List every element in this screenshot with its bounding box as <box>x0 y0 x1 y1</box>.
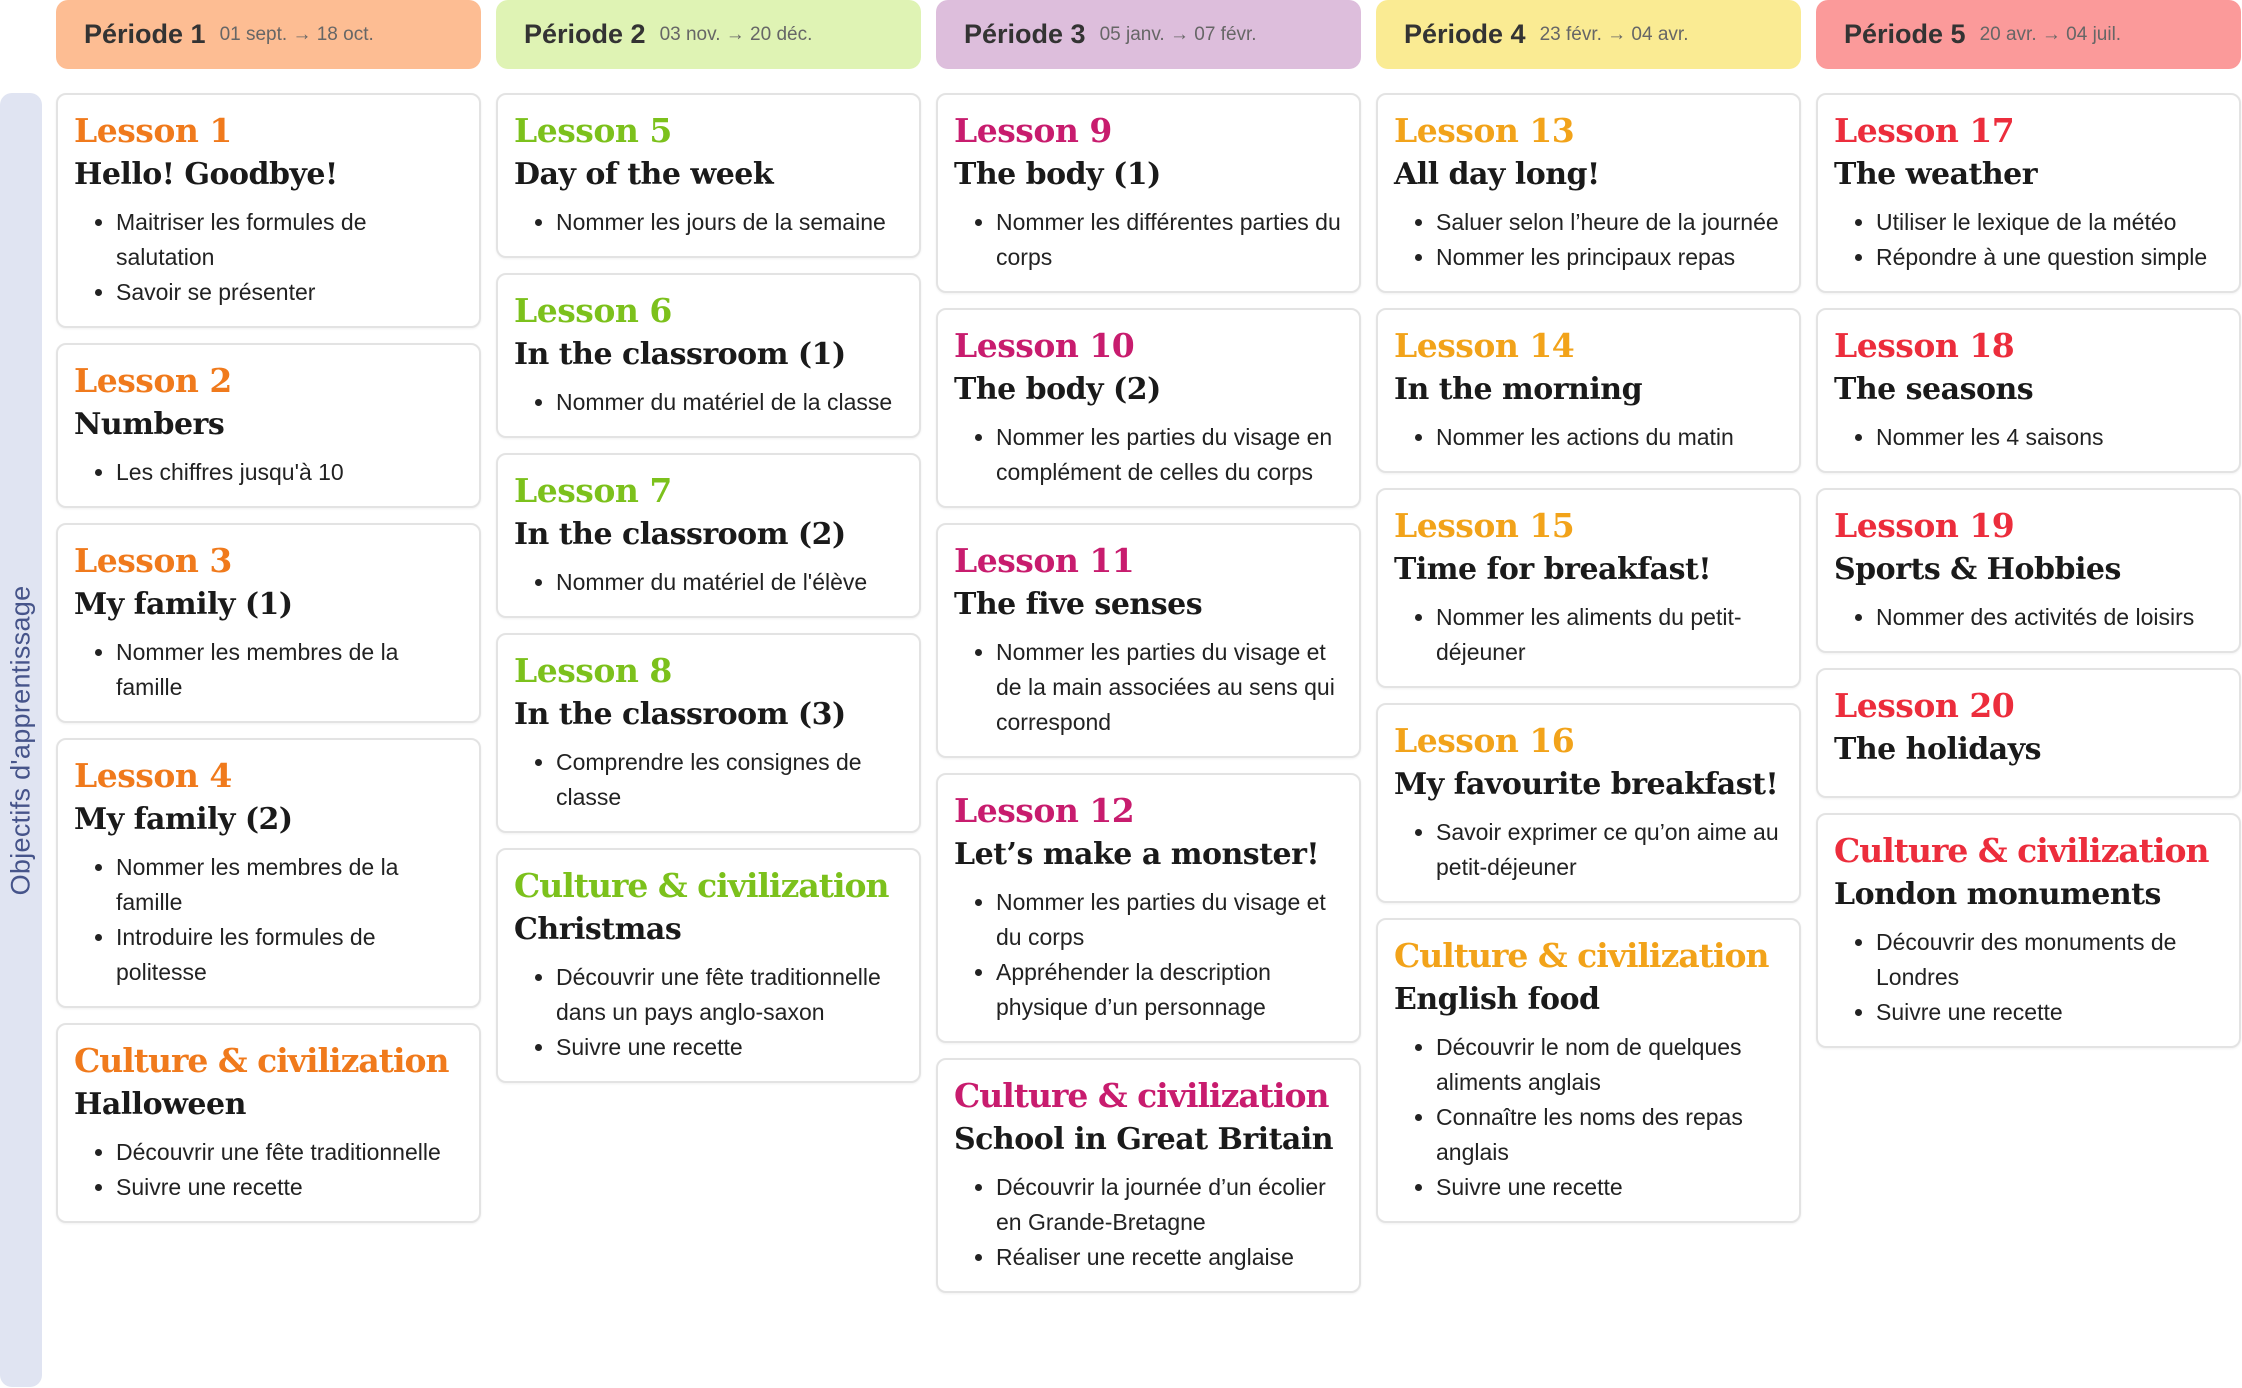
objectives-list <box>1394 205 1785 275</box>
objective-item: • Nommer les principaux repas <box>1436 240 1785 275</box>
lesson-title: Hello! Goodbye! <box>74 157 338 192</box>
lesson-number: Lesson 9 <box>954 111 1112 150</box>
lesson-number: Lesson 18 <box>1834 326 2015 365</box>
objectives-list <box>954 1170 1345 1275</box>
objective-item: • Découvrir la journée d’un écolier en Grande-Bretagne <box>996 1170 1345 1240</box>
objectives-list <box>74 850 465 990</box>
lesson-title: Sports & Hobbies <box>1834 552 2121 587</box>
objective-item: • Nommer du matériel de l'élève <box>556 565 905 600</box>
lesson-card <box>936 1058 1361 1293</box>
lesson-number: Lesson 14 <box>1394 326 1575 365</box>
lesson-title: The seasons <box>1834 372 2034 407</box>
objective-item: • Nommer les parties du visage et du corps <box>996 885 1345 955</box>
objective-item: • Les chiffres jusqu'à 10 <box>116 455 465 490</box>
period-column-5 <box>1816 0 2241 1063</box>
objectives-list <box>1834 420 2225 455</box>
objective-item: • Nommer des activités de loisirs <box>1876 600 2225 635</box>
lesson-title: My favourite breakfast! <box>1394 767 1779 802</box>
lesson-number: Lesson 6 <box>514 291 672 330</box>
lesson-title: In the classroom (1) <box>514 337 846 372</box>
period-title: Période 2 <box>524 19 646 49</box>
objective-item: • Maitriser les formules de salutation <box>116 205 465 275</box>
lesson-title: The holidays <box>1834 732 2042 767</box>
lesson-card <box>1816 93 2241 293</box>
period-dates: 20 avr. → 04 juil. <box>1979 23 2122 45</box>
lesson-card <box>1816 813 2241 1048</box>
objectives-list <box>1394 600 1785 670</box>
side-label: Objectifs d'apprentissage <box>5 585 36 895</box>
objectives-list <box>954 635 1345 740</box>
objective-item: • Savoir exprimer ce qu’on aime au petit-déjeuner <box>1436 815 1785 885</box>
lesson-card <box>496 273 921 438</box>
lesson-title: In the classroom (3) <box>514 697 846 732</box>
period-header-2 <box>496 0 921 69</box>
lesson-title: The weather <box>1834 157 2038 192</box>
period-dates: 01 sept. → 18 oct. <box>219 23 374 45</box>
objective-item: • Suivre une recette <box>1436 1170 1785 1205</box>
objective-item: • Utiliser le lexique de la météo <box>1876 205 2225 240</box>
objectives-list <box>514 745 905 815</box>
objective-item: • Répondre à une question simple <box>1876 240 2225 275</box>
lesson-number: Culture & civilization <box>1834 831 2209 870</box>
period-title: Période 3 <box>964 19 1086 49</box>
lesson-title: All day long! <box>1394 157 1600 192</box>
period-column-1 <box>56 0 481 1238</box>
objective-item: • Appréhender la description physique d’un personnage <box>996 955 1345 1025</box>
lesson-number: Lesson 10 <box>954 326 1135 365</box>
lesson-number: Lesson 11 <box>954 541 1135 580</box>
lesson-number: Lesson 17 <box>1834 111 2015 150</box>
objective-item: • Savoir se présenter <box>116 275 465 310</box>
lesson-card <box>1816 308 2241 473</box>
lesson-number: Lesson 19 <box>1834 506 2015 545</box>
lesson-title: English food <box>1394 982 1600 1017</box>
period-column-4 <box>1376 0 1801 1238</box>
objective-item: • Connaître les noms des repas anglais <box>1436 1100 1785 1170</box>
objectives-list <box>514 565 905 600</box>
lesson-number: Lesson 15 <box>1394 506 1575 545</box>
objective-item: • Suivre une recette <box>1876 995 2225 1030</box>
lesson-number: Culture & civilization <box>954 1076 1329 1115</box>
objective-item: • Découvrir une fête traditionnelle dans un pays anglo-saxon <box>556 960 905 1030</box>
objective-item: • Nommer les parties du visage en complément de celles du corps <box>996 420 1345 490</box>
lesson-card <box>56 738 481 1008</box>
objectives-list <box>954 205 1345 275</box>
lesson-card <box>56 1023 481 1223</box>
period-title: Période 5 <box>1844 19 1966 49</box>
objectives-list <box>1834 600 2225 635</box>
objectives-list <box>1834 205 2225 275</box>
objective-item: • Nommer les actions du matin <box>1436 420 1785 455</box>
lesson-title: Day of the week <box>514 157 774 192</box>
objective-item: • Découvrir le nom de quelques aliments anglais <box>1436 1030 1785 1100</box>
period-dates: 03 nov. → 20 déc. <box>659 23 813 45</box>
objectives-list <box>74 1135 465 1205</box>
side-label-bar <box>0 93 42 1387</box>
lesson-card <box>1376 918 1801 1223</box>
objectives-list <box>954 885 1345 1025</box>
lesson-card <box>56 343 481 508</box>
objective-item: • Nommer les parties du visage et de la main associées au sens qui correspond <box>996 635 1345 740</box>
period-dates: 23 févr. → 04 avr. <box>1539 23 1689 45</box>
lesson-title: The body (1) <box>954 157 1161 192</box>
lesson-card <box>1816 668 2241 798</box>
objective-item: • Nommer les membres de la famille <box>116 850 465 920</box>
lesson-number: Culture & civilization <box>514 866 889 905</box>
objectives-list <box>1394 420 1785 455</box>
period-column-3 <box>936 0 1361 1308</box>
lesson-title: Time for breakfast! <box>1394 552 1712 587</box>
lesson-card <box>936 93 1361 293</box>
objective-item: • Découvrir des monuments de Londres <box>1876 925 2225 995</box>
objective-item: • Nommer les aliments du petit-déjeuner <box>1436 600 1785 670</box>
lesson-title: The five senses <box>954 587 1203 622</box>
objectives-list <box>954 420 1345 490</box>
lesson-title: Numbers <box>74 407 225 442</box>
objectives-list <box>514 205 905 240</box>
period-dates: 05 janv. → 07 févr. <box>1099 23 1257 45</box>
lesson-number: Lesson 13 <box>1394 111 1575 150</box>
lesson-number: Lesson 4 <box>74 756 232 795</box>
lesson-number: Lesson 8 <box>514 651 672 690</box>
lesson-number: Lesson 16 <box>1394 721 1575 760</box>
objectives-list <box>514 385 905 420</box>
period-header-3 <box>936 0 1361 69</box>
objective-item: • Comprendre les consignes de classe <box>556 745 905 815</box>
objectives-list <box>74 635 465 705</box>
lesson-card <box>1376 308 1801 473</box>
lesson-title: Let’s make a monster! <box>954 837 1320 872</box>
lesson-title: My family (2) <box>74 802 293 837</box>
lesson-card <box>1816 488 2241 653</box>
lesson-number: Lesson 1 <box>74 111 232 150</box>
objectives-list <box>1834 925 2225 1030</box>
objectives-list <box>74 455 465 490</box>
lesson-number: Lesson 3 <box>74 541 232 580</box>
lesson-card <box>1376 703 1801 903</box>
lesson-card <box>496 848 921 1083</box>
lesson-title: My family (1) <box>74 587 293 622</box>
objective-item: • Nommer les membres de la famille <box>116 635 465 705</box>
lesson-title: School in Great Britain <box>954 1122 1334 1157</box>
lesson-number: Lesson 20 <box>1834 686 2015 725</box>
lesson-title: In the morning <box>1394 372 1643 407</box>
lesson-card <box>56 523 481 723</box>
objective-item: • Nommer du matériel de la classe <box>556 385 905 420</box>
lesson-number: Lesson 5 <box>514 111 672 150</box>
lesson-title: The body (2) <box>954 372 1161 407</box>
objective-item: • Saluer selon l’heure de la journée <box>1436 205 1785 240</box>
lesson-card <box>1376 93 1801 293</box>
objective-item: • Nommer les 4 saisons <box>1876 420 2225 455</box>
objectives-list <box>74 205 465 310</box>
period-column-2 <box>496 0 921 1098</box>
objective-item: • Découvrir une fête traditionnelle <box>116 1135 465 1170</box>
lesson-card <box>936 773 1361 1043</box>
lesson-card <box>936 523 1361 758</box>
lesson-number: Lesson 2 <box>74 361 232 400</box>
objectives-list <box>1394 815 1785 885</box>
lesson-title: In the classroom (2) <box>514 517 846 552</box>
lesson-card <box>496 453 921 618</box>
lesson-card <box>496 93 921 258</box>
period-header-4 <box>1376 0 1801 69</box>
lesson-title: London monuments <box>1834 877 2161 912</box>
objective-item: • Suivre une recette <box>116 1170 465 1205</box>
period-header-5 <box>1816 0 2241 69</box>
lesson-title: Christmas <box>514 912 682 947</box>
period-title: Période 4 <box>1404 19 1526 49</box>
objectives-list <box>1394 1030 1785 1205</box>
objective-item: • Introduire les formules de politesse <box>116 920 465 990</box>
objective-item: • Nommer les différentes parties du corps <box>996 205 1345 275</box>
lesson-card <box>936 308 1361 508</box>
period-header-1 <box>56 0 481 69</box>
objective-item: • Suivre une recette <box>556 1030 905 1065</box>
lesson-number: Lesson 7 <box>514 471 672 510</box>
lesson-number: Lesson 12 <box>954 791 1135 830</box>
lesson-number: Culture & civilization <box>1394 936 1769 975</box>
lesson-card <box>496 633 921 833</box>
objective-item: • Réaliser une recette anglaise <box>996 1240 1345 1275</box>
lesson-card <box>56 93 481 328</box>
objective-item: • Nommer les jours de la semaine <box>556 205 905 240</box>
period-title: Période 1 <box>84 19 206 49</box>
lesson-number: Culture & civilization <box>74 1041 449 1080</box>
lesson-title: Halloween <box>74 1087 246 1122</box>
lesson-card <box>1376 488 1801 688</box>
objectives-list <box>514 960 905 1065</box>
